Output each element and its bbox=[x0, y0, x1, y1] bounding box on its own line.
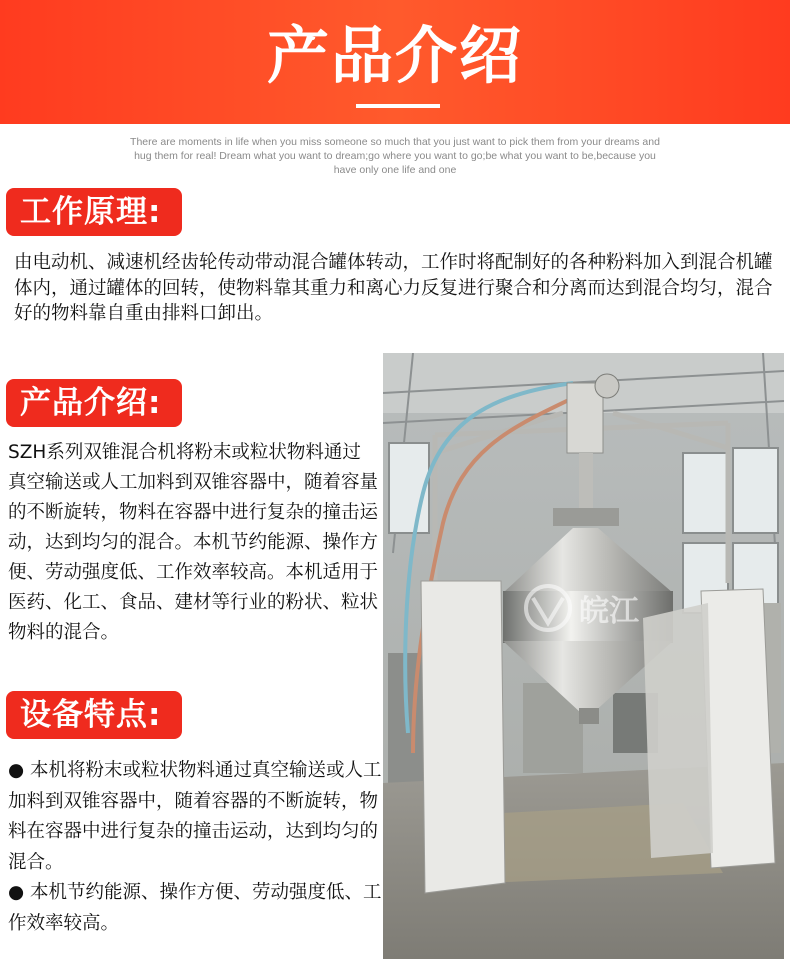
intro-text: SZH系列双锥混合机将粉末或粒状物料通过真空输送或人工加料到双锥容器中，随着容量的不断旋转，物料在容器中进行复杂的撞击运动，达到均匀的混合。本机节约能源、操作方便、劳动强度低、工作效率较高。本机适用于医药、化工、食品、建材等行业的粉状、粒状物料的混合。 bbox=[8, 442, 379, 643]
banner-underline bbox=[356, 104, 440, 108]
principle-heading: 工作原理: bbox=[6, 188, 182, 236]
features-list bbox=[8, 756, 383, 939]
banner-title: 产品介绍 bbox=[266, 19, 523, 92]
title-banner bbox=[0, 0, 790, 124]
feature-item: ● 本机将粉末或粒状物料通过真空输送或人工加料到双锥容器中，随着容器的不断旋转，物料在容器中进行复杂的撞击运动，达到均匀的混合。 bbox=[8, 760, 382, 873]
features-heading: 设备特点: bbox=[6, 691, 182, 739]
tagline: There are moments in life when you miss someone so much that you just want to pick them from your dreams and hug them for real! Dream what you want to dream;go where you want to go;be what you want to be,because you have only one life and one bbox=[130, 136, 660, 176]
principle-text: 由电动机、减速机经齿轮传动带动混合罐体转动，工作时将配制好的各种粉料加入到混合机罐体内，通过罐体的回转，使物料靠其重力和离心力反复进行聚合和分离而达到混合均匀，混合好的物料靠自重由排料口卸出。 bbox=[14, 252, 773, 324]
double-cone-mixer-illustration bbox=[383, 353, 784, 959]
feature-item: ● 本机节约能源、操作方便、劳动强度低、工作效率较高。 bbox=[8, 882, 382, 934]
intro-heading: 产品介绍: bbox=[6, 379, 182, 427]
watermark-text: 皖江 bbox=[579, 594, 639, 629]
product-photo bbox=[383, 353, 784, 959]
